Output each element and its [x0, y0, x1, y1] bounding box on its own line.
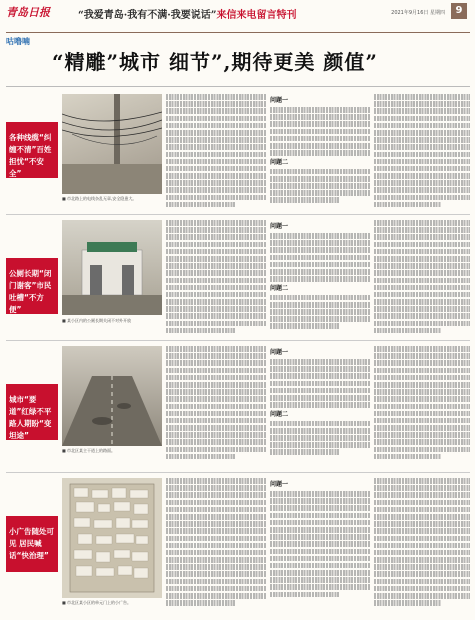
page-headline: “精雕”城市 细节”,期待更美 颜值” [52, 50, 378, 74]
story-body-col3 [374, 478, 470, 613]
story-body-col1 [166, 220, 266, 335]
story-caption: ■ 市北区某小区的单元门上的小广告。 [62, 600, 132, 605]
story-body-col2 [270, 478, 370, 613]
posters-door-photo [62, 478, 162, 598]
story-body-col3 [374, 94, 470, 209]
story-body-col2 [270, 94, 370, 209]
story-photo [62, 346, 162, 446]
story-label: 城市“要道”红绿不平路人期盼“变坦途” [6, 384, 58, 440]
story-body-col2 [270, 220, 370, 335]
story-photo [62, 220, 162, 315]
story-subhead: 问题二 [270, 158, 289, 166]
story-photo [62, 478, 162, 598]
masthead [0, 0, 475, 26]
story-caption: ■ 市北区某主干道上的路面。 [62, 448, 116, 453]
page-number: 9 [451, 3, 467, 19]
story-label: 各种线缆“纠缠不清”百姓担忧“不安全” [6, 122, 58, 178]
story-subhead: 问题一 [270, 481, 289, 488]
story-body-col1 [166, 94, 266, 209]
masthead-rule [6, 32, 470, 33]
story-photo [62, 94, 162, 194]
story-body-col3 [374, 220, 470, 335]
story-road [6, 344, 470, 469]
cable-pole-photo [62, 94, 162, 194]
newspaper-logo: 青岛日报 [6, 6, 50, 19]
story-divider [6, 214, 470, 215]
story-ads [6, 476, 470, 616]
story-caption: ■ 市北路上的电线杂乱无章,安全隐患大。 [62, 196, 137, 201]
public-toilet-photo [62, 220, 162, 315]
story-body-col2 [270, 346, 370, 466]
story-cables [6, 92, 470, 212]
story-caption: ■ 某小区内的公厕长期关闭不对外开放 [62, 318, 132, 323]
headline-rule [6, 86, 470, 87]
story-subhead: 问题一 [270, 349, 289, 356]
story-subhead: 问题一 [270, 223, 289, 230]
dateline: 2021年9月16日 星期四 [391, 10, 445, 16]
section-tag: 咕噜喃 [6, 37, 30, 46]
story-toilet [6, 218, 470, 338]
story-body-col3 [374, 346, 470, 466]
story-subhead: 问题一 [270, 97, 289, 104]
story-label: 公厕长期“闭门谢客”市民吐槽“不方便” [6, 258, 58, 314]
tagline-suffix: 来信来电留言特刊 [216, 10, 297, 21]
story-body-col1 [166, 346, 266, 466]
road-photo [62, 346, 162, 446]
story-body-col1 [166, 478, 266, 613]
story-subhead: 问题二 [270, 410, 289, 418]
story-label: 小广告随处可见 居民喊话“快治理” [6, 516, 58, 572]
story-divider [6, 472, 470, 473]
story-subhead: 问题二 [270, 284, 289, 292]
tagline-quote: “我爱青岛·我有不满·我要说话” [78, 10, 217, 21]
story-divider [6, 340, 470, 341]
page-tagline [78, 6, 296, 21]
